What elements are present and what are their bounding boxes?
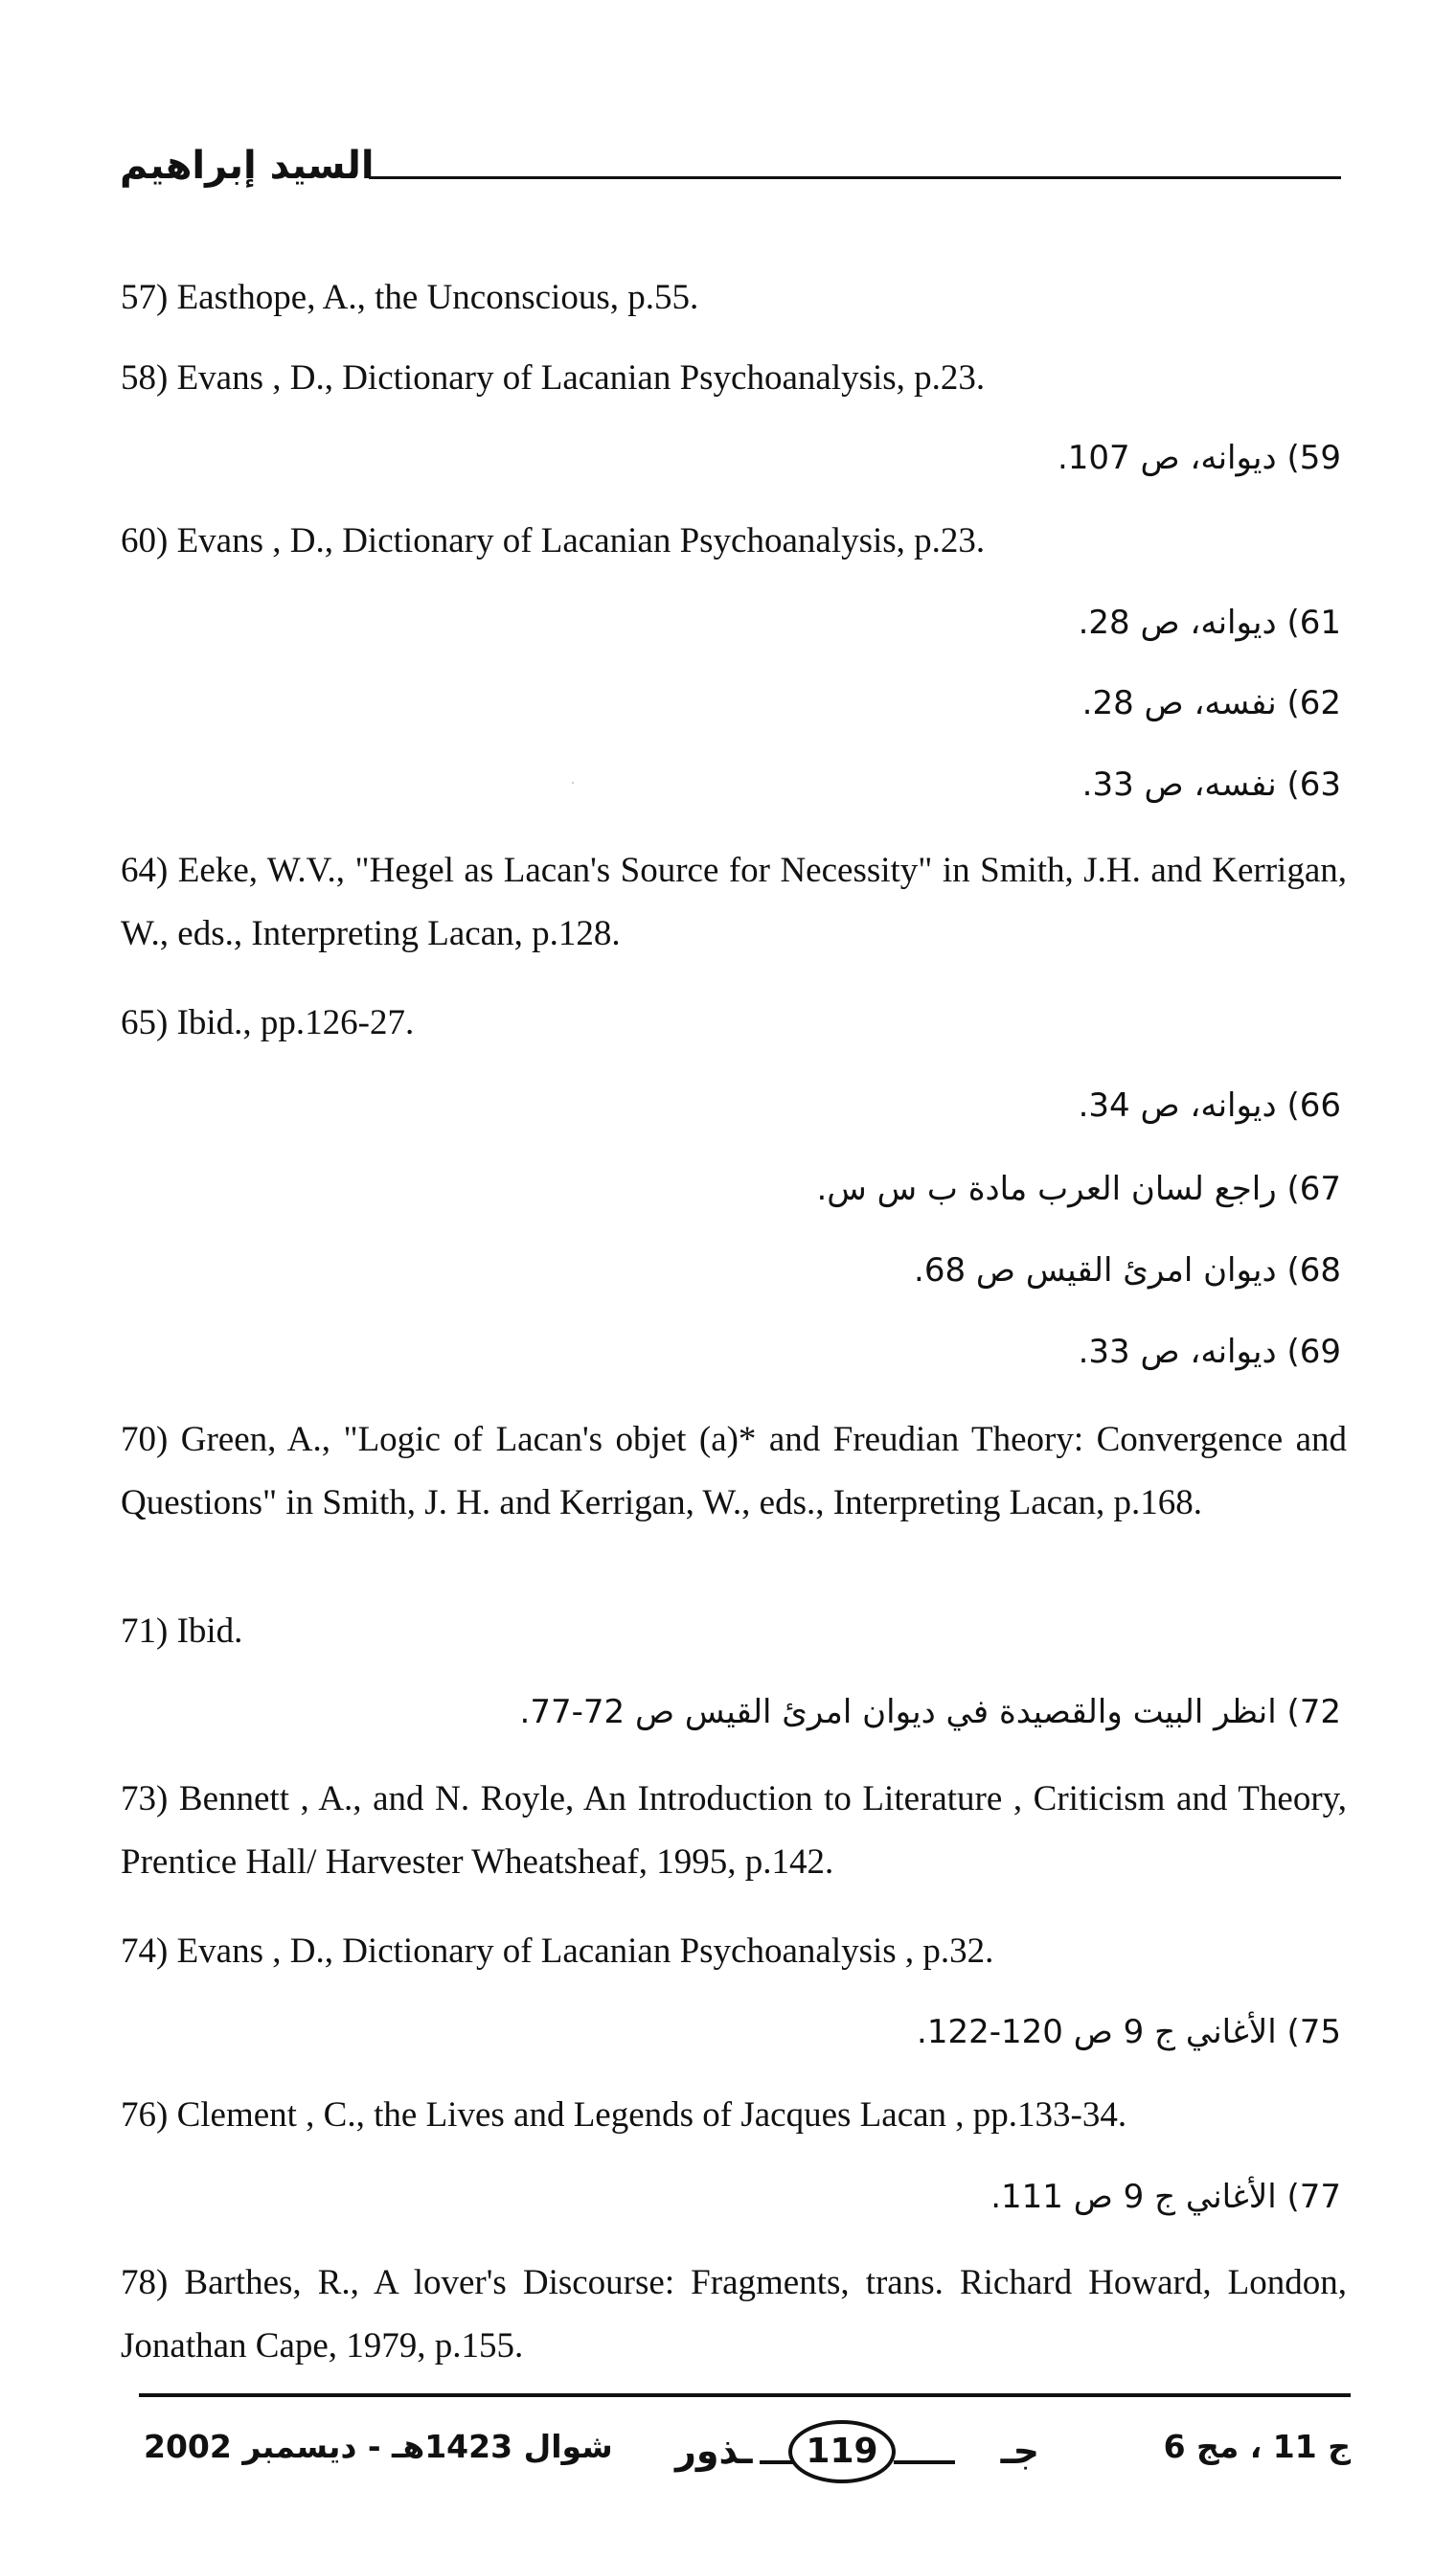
note-66: 66) ديوانه، ص 34. — [1078, 1086, 1341, 1125]
note-67: 67) راجع لسان العرب مادة ب س س. — [816, 1170, 1341, 1208]
note-57: 57) Easthope, A., the Unconscious, p.55. — [121, 278, 699, 317]
footer-rule — [139, 2393, 1351, 2397]
note-59: 59) ديوانه، ص 107. — [1057, 439, 1341, 477]
journal-logo — [675, 2418, 1039, 2495]
page-number: 119 — [788, 2420, 896, 2483]
note-60: 60) Evans , D., Dictionary of Lacanian Psychoanalysis, p.23. — [121, 521, 986, 560]
note-61: 61) ديوانه، ص 28. — [1078, 604, 1341, 642]
note-75: 75) الأغاني ج 9 ص 120-122. — [917, 2013, 1341, 2051]
note-71: 71) Ibid. — [121, 1611, 243, 1651]
note-63: 63) نفسه، ص 33. — [1081, 766, 1341, 804]
footer-date: شوال 1423هـ - ديسمبر 2002 — [144, 2428, 613, 2465]
note-58: 58) Evans , D., Dictionary of Lacanian Psychoanalysis, p.23. — [121, 358, 986, 398]
header-author: السيد إبراهيم — [120, 144, 375, 188]
running-footer — [139, 2414, 1351, 2501]
footer-volume: ج 11 ، مج 6 — [1163, 2428, 1351, 2465]
running-header — [120, 144, 1341, 220]
note-65: 65) Ibid., pp.126-27. — [121, 1003, 415, 1042]
note-62: 62) نفسه، ص 28. — [1081, 684, 1341, 722]
header-rule — [369, 176, 1341, 179]
note-68: 68) ديوان امرئ القيس ص 68. — [914, 1251, 1341, 1290]
note-70: 70) Green, A., "Logic of Lacan's objet (a)* and Freudian Theory: Convergence and Questions" in Smith, J. H. and Kerrigan, W., eds., Interpreting Lacan, p.168. — [121, 1420, 1347, 1522]
journal-logo-line-right — [894, 2460, 955, 2464]
journal-logo-right: جـ — [1000, 2430, 1039, 2472]
journal-logo-left: ـذور — [675, 2430, 753, 2472]
note-76: 76) Clement , C., the Lives and Legends of Jacques Lacan , pp.133-34. — [121, 2095, 1127, 2135]
note-69: 69) ديوانه، ص 33. — [1078, 1333, 1341, 1371]
note-78: 78) Barthes, R., A lover's Discourse: Fragments, trans. Richard Howard, London, Jonathan Cape, 1979, p.155. — [121, 2263, 1347, 2366]
note-73: 73) Bennett , A., and N. Royle, An Introduction to Literature , Criticism and Theory, Prentice Hall/ Harvester Wheatsheaf, 1995, p.142. — [121, 1779, 1347, 1882]
note-72: 72) انظر البيت والقصيدة في ديوان امرئ القيس ص 72-77. — [519, 1693, 1341, 1731]
note-64: 64) Eeke, W.V., "Hegel as Lacan's Source for Necessity" in Smith, J.H. and Kerrigan, W., eds., Interpreting Lacan, p.128. — [121, 851, 1347, 953]
note-77: 77) الأغاني ج 9 ص 111. — [990, 2178, 1341, 2216]
note-74: 74) Evans , D., Dictionary of Lacanian Psychoanalysis , p.32. — [121, 1931, 994, 1971]
